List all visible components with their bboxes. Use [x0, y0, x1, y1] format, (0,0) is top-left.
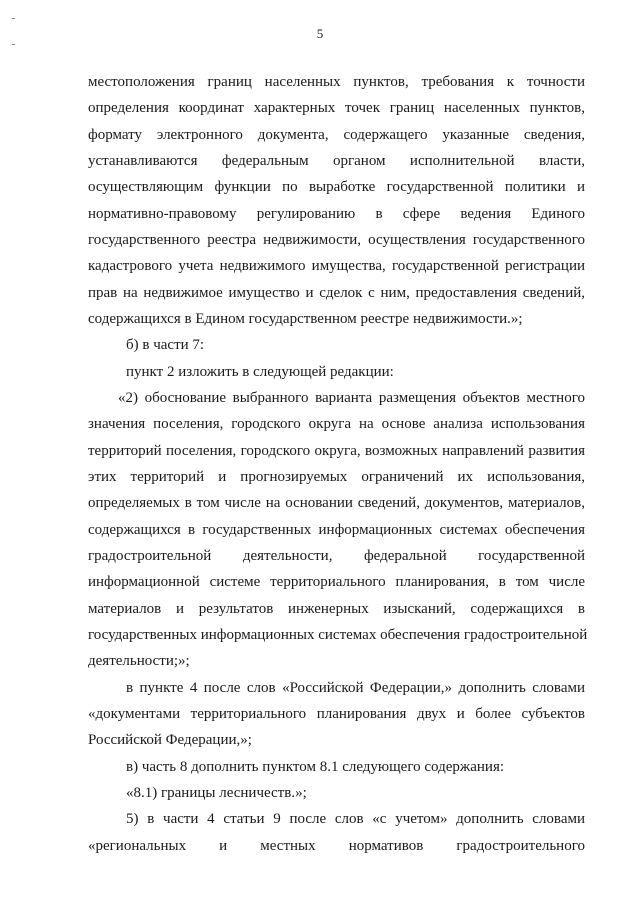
text-line: определяемых в том числе на основании сведений, документов, материалов, [88, 495, 585, 511]
text-line: значения поселения, городского округа на основе анализа использования [88, 416, 585, 432]
text-line: «2) обоснование выбранного варианта размещения объектов местного [118, 390, 585, 406]
text-line: материалов и результатов инженерных изысканий, содержащихся в [88, 601, 585, 617]
text-line: 5) в части 4 статьи 9 после слов «с учетом» дополнить словами [126, 811, 585, 827]
text-line: осуществляющим функции по выработке государственной политики и [88, 179, 585, 195]
text-line: определения координат характерных точек границ населенных пунктов, [88, 100, 585, 116]
text-line: в пункте 4 после слов «Российской Федерации,» дополнить словами [126, 680, 585, 696]
text-line: государственного реестра недвижимости, осуществления государственного [88, 232, 585, 248]
text-line: прав на недвижимое имущество и сделок с ним, предоставления сведений, [88, 285, 585, 301]
text-line: б) в части 7: [126, 337, 205, 353]
text-line: «8.1) границы лесничеств.»; [126, 785, 307, 801]
text-line: «документами территориального планирования двух и более субъектов [88, 706, 585, 722]
text-line: нормативно-правовому регулированию в сфере ведения Единого [88, 206, 585, 222]
text-line: кадастрового учета недвижимого имущества, государственной регистрации [88, 258, 585, 274]
text-line: Российской Федерации,»; [88, 732, 252, 748]
page-number: 5 [316, 26, 324, 41]
text-line: в) часть 8 дополнить пунктом 8.1 следующего содержания: [126, 759, 505, 775]
text-line: этих территорий и прогнозируемых ограничений их использования, [88, 469, 585, 485]
text-line: устанавливаются федеральным органом исполнительной власти, [88, 153, 585, 169]
text-line: содержащихся в государственных информационных системах обеспечения [88, 522, 585, 538]
text-line: пункт 2 изложить в следующей редакции: [126, 364, 394, 380]
text-line: государственных информационных системах обеспечения градостроительной [88, 627, 588, 643]
text-line: территорий поселения, городского округа, возможных направлений развития [88, 443, 585, 459]
text-line: градостроительной деятельности, федеральной государственной [88, 548, 585, 564]
text-line: «региональных и местных нормативов градостроительного [88, 838, 585, 854]
text-line: содержащихся в Едином государственном реестре недвижимости.»; [88, 311, 523, 327]
text-line: местоположения границ населенных пунктов, требования к точности [88, 74, 585, 90]
scan-mark [12, 18, 15, 19]
text-line: формату электронного документа, содержащего указанные сведения, [88, 127, 585, 143]
scan-mark [12, 44, 15, 45]
text-line: деятельности;»; [88, 653, 190, 669]
text-line: информационной системе территориального планирования, в том числе [88, 574, 585, 590]
